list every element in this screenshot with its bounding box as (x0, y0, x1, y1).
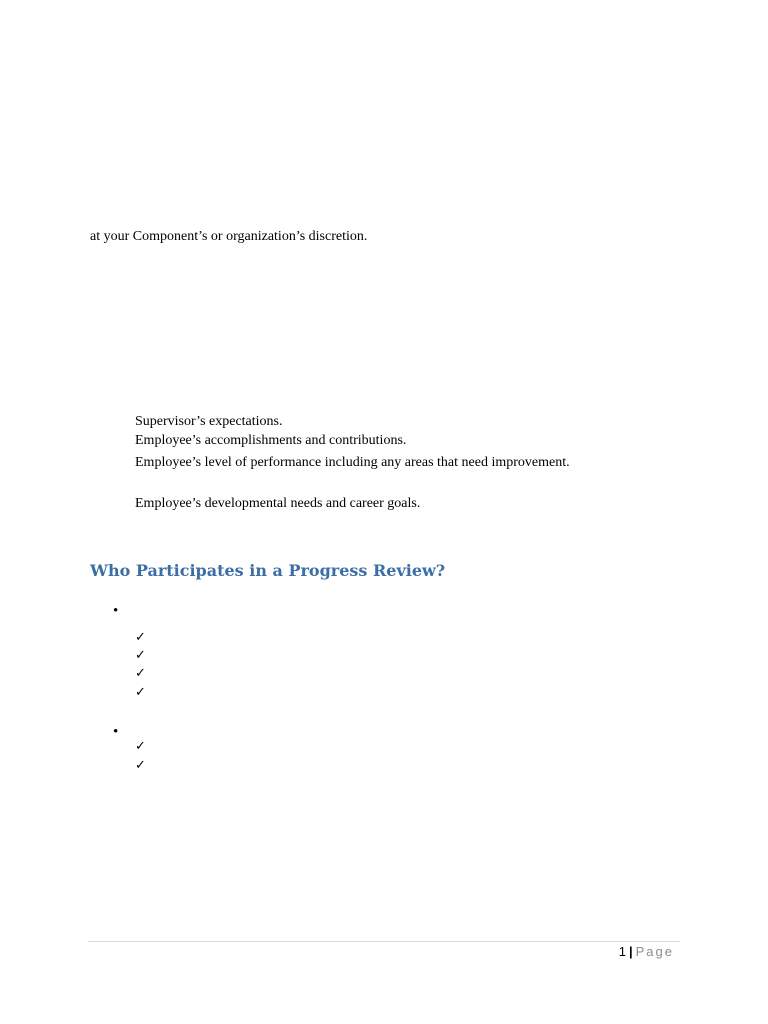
intro-line: at your Component’s or organization’s discretion. (90, 229, 368, 244)
review-item-development: Employee’s developmental needs and career goals. (135, 496, 421, 511)
footer-divider (88, 941, 680, 942)
bullet-marker: • (113, 603, 119, 619)
review-item-expectations: Supervisor’s expectations. (135, 414, 283, 429)
section-heading: Who Participates in a Progress Review? (90, 561, 446, 580)
check-mark-icon: ✓ (135, 666, 146, 681)
footer-separator: | (628, 944, 633, 959)
check-mark-icon: ✓ (135, 648, 146, 663)
page-footer (619, 943, 674, 961)
check-mark-icon: ✓ (135, 739, 146, 754)
page-label: Page (635, 944, 674, 959)
review-item-accomplishments: Employee’s accomplishments and contributions. (135, 433, 407, 448)
check-mark-icon: ✓ (135, 685, 146, 700)
page-number: 1 (618, 944, 626, 959)
check-mark-icon: ✓ (135, 630, 146, 645)
review-item-performance: Employee’s level of performance including any areas that need improvement. (135, 455, 570, 470)
bullet-marker: • (113, 724, 119, 740)
check-mark-icon: ✓ (135, 758, 146, 773)
